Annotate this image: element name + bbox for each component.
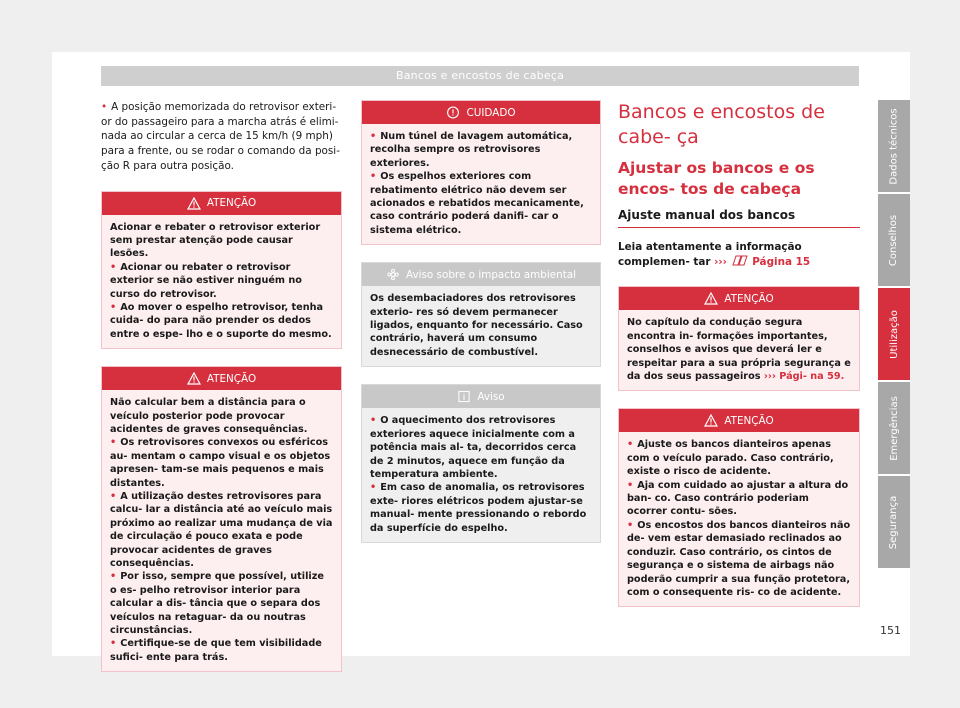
section-title: Bancos e encostos de cabe- ça (618, 101, 825, 148)
note-box (361, 384, 601, 543)
warning-line: • Ajuste os bancos dianteiros apenas com o veículo parado. Caso contrário, existe o risco de acidente. (627, 438, 851, 478)
chapter-tabs (878, 100, 910, 570)
chapter-header: Bancos e encostos de cabeça (101, 66, 859, 86)
bullet-icon (627, 520, 637, 531)
bullet-icon (370, 131, 380, 142)
environment-box (361, 262, 601, 367)
warning-box-body (619, 310, 859, 390)
environment-text: Os desembaciadores dos retrovisores exterio- res só devem permanecer ligados, enquanto for necessário. Caso contrário, haverá um consumo desnecessário de combustível. (370, 293, 583, 358)
warning-title: ATENÇÃO (724, 414, 774, 427)
warning-triangle-icon (187, 197, 201, 210)
note-line: • Em caso de anomalia, os retrovisores exte- riores elétricos podem ajustar-se manual- mente pressionando o rebordo da superfície do espelho. (370, 481, 592, 535)
caution-box (361, 100, 601, 245)
warning-box-header (619, 409, 859, 432)
tab-conselhos[interactable]: Conselhos (878, 194, 910, 286)
note-box-body (362, 408, 600, 542)
warning-box-4 (618, 408, 860, 607)
page-reference-link[interactable]: Pági- na 59. (779, 371, 845, 383)
bullet-icon (110, 262, 120, 273)
topic-title: Ajuste manual dos bancos (618, 208, 860, 228)
book-page-icon (731, 255, 749, 267)
info-square-icon (457, 390, 471, 403)
warning-line: No capítulo da condução segura encontra in- formações importantes, conselhos e avisos que deverá ler e respeitar para a sua própria segurança e da dos seus passageiros ››› Pági- na 59. (627, 317, 851, 383)
column-2 (361, 100, 601, 543)
bullet-icon (370, 171, 380, 182)
warning-box-3 (618, 286, 860, 391)
caution-line: • Num túnel de lavagem automática, recolha sempre os retrovisores exteriores. (370, 130, 592, 170)
warning-line: • Acionar ou rebater o retrovisor exterior se não estiver ninguém no curso do retrovisor. (110, 261, 333, 301)
warning-box-2 (101, 366, 342, 672)
warning-box-header (102, 192, 341, 215)
bullet-icon (110, 437, 120, 448)
environment-title: Aviso sobre o impacto ambiental (405, 268, 577, 281)
warning-line: • Aja com cuidado ao ajustar a altura do ban- co. Caso contrário poderiam ocorrer contu- sões. (627, 479, 851, 519)
warning-box-header (619, 287, 859, 310)
warning-line: • Certifique-se de que tem visibilidade sufici- ente para trás. (110, 637, 333, 664)
warning-triangle-icon (704, 292, 718, 305)
subsection-title: Ajustar os bancos e os encos- tos de cabeça (618, 159, 815, 198)
warning-box-body (619, 432, 859, 606)
tab-emergencias[interactable]: Emergências (878, 382, 910, 474)
page-number: 151 (880, 624, 901, 637)
info-circle-icon (446, 106, 460, 119)
bullet-icon (627, 480, 637, 491)
warning-title: ATENÇÃO (206, 372, 257, 385)
caution-line: • Os espelhos exteriores com rebatimento elétrico não devem ser acionados e rebatidos mecanicamente, caso contrário poderá danifi- car o sistema elétrico. (370, 170, 592, 237)
column-3 (618, 100, 860, 607)
bullet-icon (370, 415, 380, 426)
tab-dados-tecnicos[interactable]: Dados técnicos (878, 100, 910, 192)
tab-utilizacao[interactable]: Utilização (878, 288, 910, 380)
warning-box-1 (101, 191, 342, 350)
note-box-header (362, 385, 600, 408)
bullet-icon (110, 302, 120, 313)
warning-line: • Ao mover o espelho retrovisor, tenha cuida- do para não prender os dedos entre o espe- lho e o suporte do mesmo. (110, 301, 333, 341)
note-line: • O aquecimento dos retrovisores exteriores aquece inicialmente com a potência mais al- ta, decorridos cerca de 2 minutos, aquece em função da temperatura ambiente. (370, 414, 592, 481)
environment-box-header (362, 263, 600, 286)
column-1 (101, 100, 342, 672)
bullet-icon (110, 638, 120, 649)
warning-line: Não calcular bem a distância para o veículo posterior pode provocar acidentes de graves consequências. (110, 397, 308, 435)
warning-line: • A utilização destes retrovisores para calcu- lar a distância até ao veículo mais próximo ao realizar uma mudança de via de circulação é pouco exata e pode provocar acidentes de graves consequências. (110, 490, 333, 570)
read-more-paragraph: Leia atentamente a informação complemen- tar ››› Página 15 (618, 241, 811, 268)
caution-box-body (362, 124, 600, 244)
warning-triangle-icon (704, 414, 718, 427)
warning-line: • Os retrovisores convexos ou esféricos au- mentam o campo visual e os objetos apresen- tam-se mais pequenos e mais distantes. (110, 436, 333, 490)
warning-title: ATENÇÃO (724, 292, 774, 305)
warning-triangle-icon (187, 372, 201, 385)
bullet-icon (110, 571, 120, 582)
tab-seguranca[interactable]: Segurança (878, 476, 910, 568)
page-reference-link[interactable]: Página 15 (752, 255, 811, 268)
caution-title: CUIDADO (466, 106, 516, 119)
reference-arrow-icon: ››› (714, 255, 727, 268)
note-title: Aviso (477, 390, 505, 403)
warning-line: • Por isso, sempre que possível, utilize o es- pelho retrovisor interior para calcular a dis- tância que o separa dos veículos na retaguar- da ou noutras circunstâncias. (110, 570, 333, 637)
warning-box-body (102, 390, 341, 671)
reference-arrow-icon: ››› (763, 371, 776, 383)
warning-box-header (102, 367, 341, 390)
bullet-icon (101, 101, 111, 113)
warning-line: Acionar e rebater o retrovisor exterior sem prestar atenção pode causar lesões. (110, 221, 321, 260)
environment-flower-icon (386, 268, 400, 281)
warning-box-body (102, 215, 341, 349)
warning-title: ATENÇÃO (206, 197, 257, 210)
bullet-icon (627, 439, 637, 450)
intro-paragraph: • A posição memorizada do retrovisor exteri- or do passageiro para a marcha atrás é elimi- nada ao circular a cerca de 15 km/h (9 mph) para a frente, ou se rodar o comando da posi- ção R para outra posição. (101, 100, 342, 174)
environment-box-body (362, 286, 600, 366)
bullet-icon (110, 491, 120, 502)
bullet-icon (370, 482, 380, 493)
caution-box-header (362, 101, 600, 124)
warning-line: • Os encostos dos bancos dianteiros não de- vem estar demasiado reclinados ao conduzir. Caso contrário, os cintos de segurança e o sistema de airbags não poderão cumprir a sua função protetora, com o consequente ris- co de acidente. (627, 519, 851, 599)
